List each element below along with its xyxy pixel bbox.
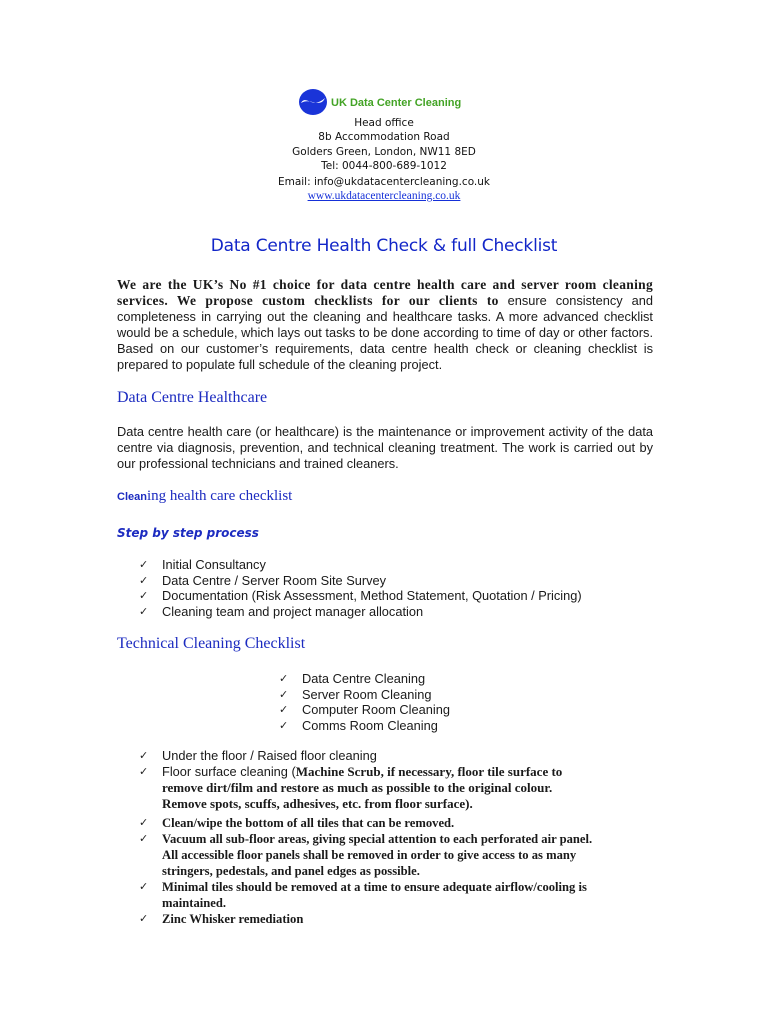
checkmark-icon: ✓ — [139, 749, 149, 762]
list-item-text: Vacuum all sub-floor areas, giving special attention to each perforated air panel. — [162, 832, 593, 846]
healthcare-heading: Data Centre Healthcare — [117, 389, 268, 406]
list-item — [137, 557, 582, 573]
list-item — [137, 588, 582, 604]
list-item-text: stringers, pedestals, and panel edges as possible. — [162, 864, 420, 878]
checkmark-icon: ✓ — [139, 912, 149, 925]
list-item-bold-text: Remove spots, scuffs, adhesives, etc. from floor surface). — [162, 795, 473, 811]
list-item — [277, 702, 450, 718]
intro-regular-text: ensure consistency and completeness in carrying out the cleaning and healthcare tasks. A more advanced checklist would be a schedule, which lays out tasks to be done according to time of day or other factors. Based on our customer’s requirements, data centre health check or cleaning checklist is prepared to populate full schedule of the cleaning project. — [117, 293, 653, 372]
website-row — [0, 189, 768, 203]
swoosh-logo-icon — [298, 88, 328, 116]
cleaning-checklist-heading — [117, 488, 292, 505]
telephone: Tel: 0044-800-689-1012 — [321, 160, 447, 172]
list-item-text: Computer Room Cleaning — [302, 702, 450, 717]
checkmark-icon: ✓ — [139, 832, 149, 845]
website-link[interactable]: www.ukdatacentercleaning.co.uk — [307, 190, 461, 202]
company-logo — [298, 87, 461, 117]
checkmark-icon: ✓ — [139, 558, 149, 571]
checkmark-icon: ✓ — [139, 589, 149, 602]
checkmark-icon: ✓ — [139, 573, 149, 587]
list-item — [277, 718, 450, 734]
list-item-text: Floor surface cleaning ( — [162, 763, 296, 779]
rooms-checklist — [277, 671, 450, 733]
checkmark-icon: ✓ — [139, 604, 149, 618]
list-item — [137, 764, 657, 812]
checkmark-icon: ✓ — [279, 672, 289, 685]
intro-paragraph — [117, 277, 653, 373]
checkmark-icon: ✓ — [139, 816, 149, 829]
intro-bold-text: We are the UK’s No #1 choice for data centre health care and server room cleaning services. We propose custom checklists for our clients to — [117, 277, 653, 308]
list-item — [137, 815, 667, 831]
list-item-text: All accessible floor panels shall be removed in order to give access to as many — [162, 848, 577, 862]
checkmark-icon: ✓ — [139, 880, 149, 893]
healthcare-paragraph: Data centre health care (or healthcare) is the maintenance or improvement activity of the data centre via diagnosis, prevention, and technical cleaning treatment. The work is carried out by our professional technicians and trained cleaners. — [117, 424, 653, 471]
email: Email: info@ukdatacentercleaning.co.uk — [277, 176, 491, 188]
technical-heading: Technical Cleaning Checklist — [117, 635, 306, 652]
list-item-text: Minimal tiles should be removed at a time to ensure adequate airflow/cooling is — [162, 880, 587, 894]
floor-checklist — [137, 748, 657, 812]
list-item-text: Documentation (Risk Assessment, Method Statement, Quotation / Pricing) — [162, 588, 582, 603]
list-item — [137, 573, 582, 589]
list-item-text: Zinc Whisker remediation — [162, 912, 304, 926]
checkmark-icon: ✓ — [279, 718, 289, 732]
list-item-bold-text: remove dirt/film and restore as much as possible to the original colour. — [162, 779, 553, 795]
office-label: Head office — [354, 117, 414, 129]
list-item — [277, 671, 450, 687]
cleaning-heading-prefix: Clean — [117, 491, 147, 503]
list-item-bold-text: Machine Scrub, if necessary, floor tile surface to — [295, 763, 563, 779]
list-item-text: Under the floor / Raised floor cleaning — [162, 748, 377, 763]
list-item-text: maintained. — [162, 896, 227, 910]
list-item-text: Initial Consultancy — [162, 557, 266, 572]
list-item — [277, 687, 450, 703]
list-item-text: Clean/wipe the bottom of all tiles that can be removed. — [162, 816, 455, 830]
list-item — [137, 879, 667, 911]
list-item-text: Data Centre / Server Room Site Survey — [162, 572, 387, 588]
list-item — [137, 604, 582, 620]
page-title: Data Centre Health Check & full Checklist — [210, 236, 558, 256]
checkmark-icon: ✓ — [139, 764, 149, 778]
cleaning-heading-rest: ing health care checklist — [146, 488, 293, 504]
subfloor-checklist — [137, 815, 667, 927]
list-item — [137, 831, 667, 879]
process-checklist — [137, 557, 582, 619]
company-name: UK Data Center Cleaning — [331, 96, 462, 109]
address-line-2: Golders Green, London, NW11 8ED — [292, 146, 476, 158]
step-process-subheading: Step by step process — [117, 526, 259, 540]
list-item-text: Comms Room Cleaning — [302, 717, 438, 733]
list-item — [137, 748, 657, 764]
list-item-text: Cleaning team and project manager allocation — [162, 603, 424, 619]
checkmark-icon: ✓ — [279, 687, 289, 701]
address-line-1: 8b Accommodation Road — [318, 131, 450, 143]
list-item-text: Server Room Cleaning — [302, 686, 432, 702]
checkmark-icon: ✓ — [279, 703, 289, 716]
list-item-text: Data Centre Cleaning — [302, 671, 426, 686]
list-item — [137, 911, 667, 927]
